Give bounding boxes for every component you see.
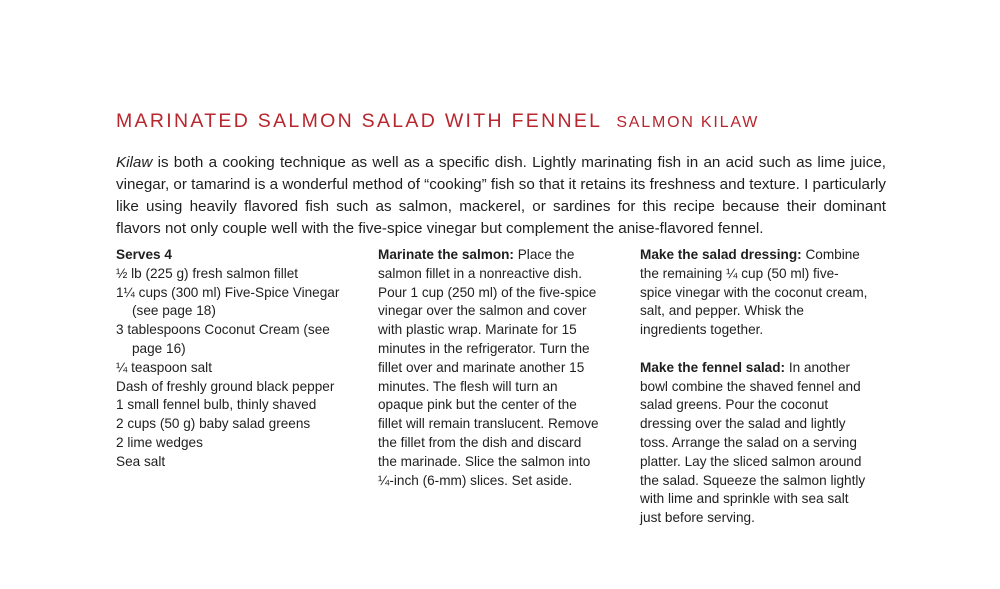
intro-text: is both a cooking technique as well as a specific dish. Lightly marinating fish in an acid such as lime juice, vinegar, or tamarind is a wonderful method of “cooking” fish so that it retains its freshness and texture. I particularly like using heavily flavored fish such as salmon, mackerel, or sardines for this recipe because their dominant flavors not only couple well with the five-spice vinegar but complement the anise-flavored fennel.: [116, 154, 886, 237]
step-text: Place the salmon fillet in a nonreactive dish. Pour 1 cup (250 ml) of the five-spice vinegar over the salmon and cover with plastic wrap. Marinate for 15 minutes in the refrigerator. Turn the fillet over and marinate another 15 minutes. The flesh will turn an opaque pink but the center of the fillet will remain translucent. Remove the fillet from the dish and discard the marinade. Slice the salmon into ¼-inch (6-mm) slices. Set aside.: [378, 247, 599, 488]
ingredient-item: ¼ teaspoon salt: [116, 359, 212, 375]
recipe-subtitle: SALMON KILAW: [616, 114, 760, 131]
ingredient-item: 1¼ cups (300 ml) Five-Spice Vinegar (see page 18): [116, 284, 340, 319]
step-marinate-salmon: [378, 246, 600, 490]
ingredient-item: Dash of freshly ground black pepper: [116, 378, 335, 394]
ingredients-column: [116, 246, 354, 472]
step-heading: Make the fennel salad:: [640, 359, 786, 375]
method-column-salad: [640, 246, 870, 547]
step-text: Combine the remaining ¼ cup (50 ml) five-spice vinegar with the coconut cream, salt, and pepper. Whisk the ingredients together.: [640, 247, 868, 338]
ingredient-item: 2 lime wedges: [116, 434, 203, 450]
ingredient-item: ½ lb (225 g) fresh salmon fillet: [116, 265, 299, 281]
serves-label: Serves 4: [116, 247, 172, 262]
ingredient-item: 3 tablespoons Coconut Cream (see page 16): [116, 322, 330, 356]
step-heading: Make the salad dressing:: [640, 247, 802, 262]
intro-term: Kilaw: [116, 154, 153, 171]
ingredient-item: Sea salt: [116, 453, 166, 469]
step-salad-dressing: [640, 246, 870, 340]
recipe-title-row: [116, 109, 976, 135]
step-heading: Marinate the salmon:: [378, 247, 514, 262]
ingredient-item: 2 cups (50 g) baby salad greens: [116, 416, 311, 432]
method-column-marinate: [378, 246, 600, 509]
recipe-title: MARINATED SALMON SALAD WITH FENNEL: [116, 110, 603, 132]
step-fennel-salad: [640, 359, 870, 528]
step-text: In another bowl combine the shaved fennel and salad greens. Pour the coconut dressing over the salad and lightly toss. Arrange the salad on a serving platter. Lay the sliced salmon around the salad. Squeeze the salmon lightly with lime and sprinkle with sea salt just before serving.: [640, 359, 866, 526]
ingredient-item: 1 small fennel bulb, thinly shaved: [116, 397, 317, 413]
recipe-intro: [116, 152, 886, 240]
